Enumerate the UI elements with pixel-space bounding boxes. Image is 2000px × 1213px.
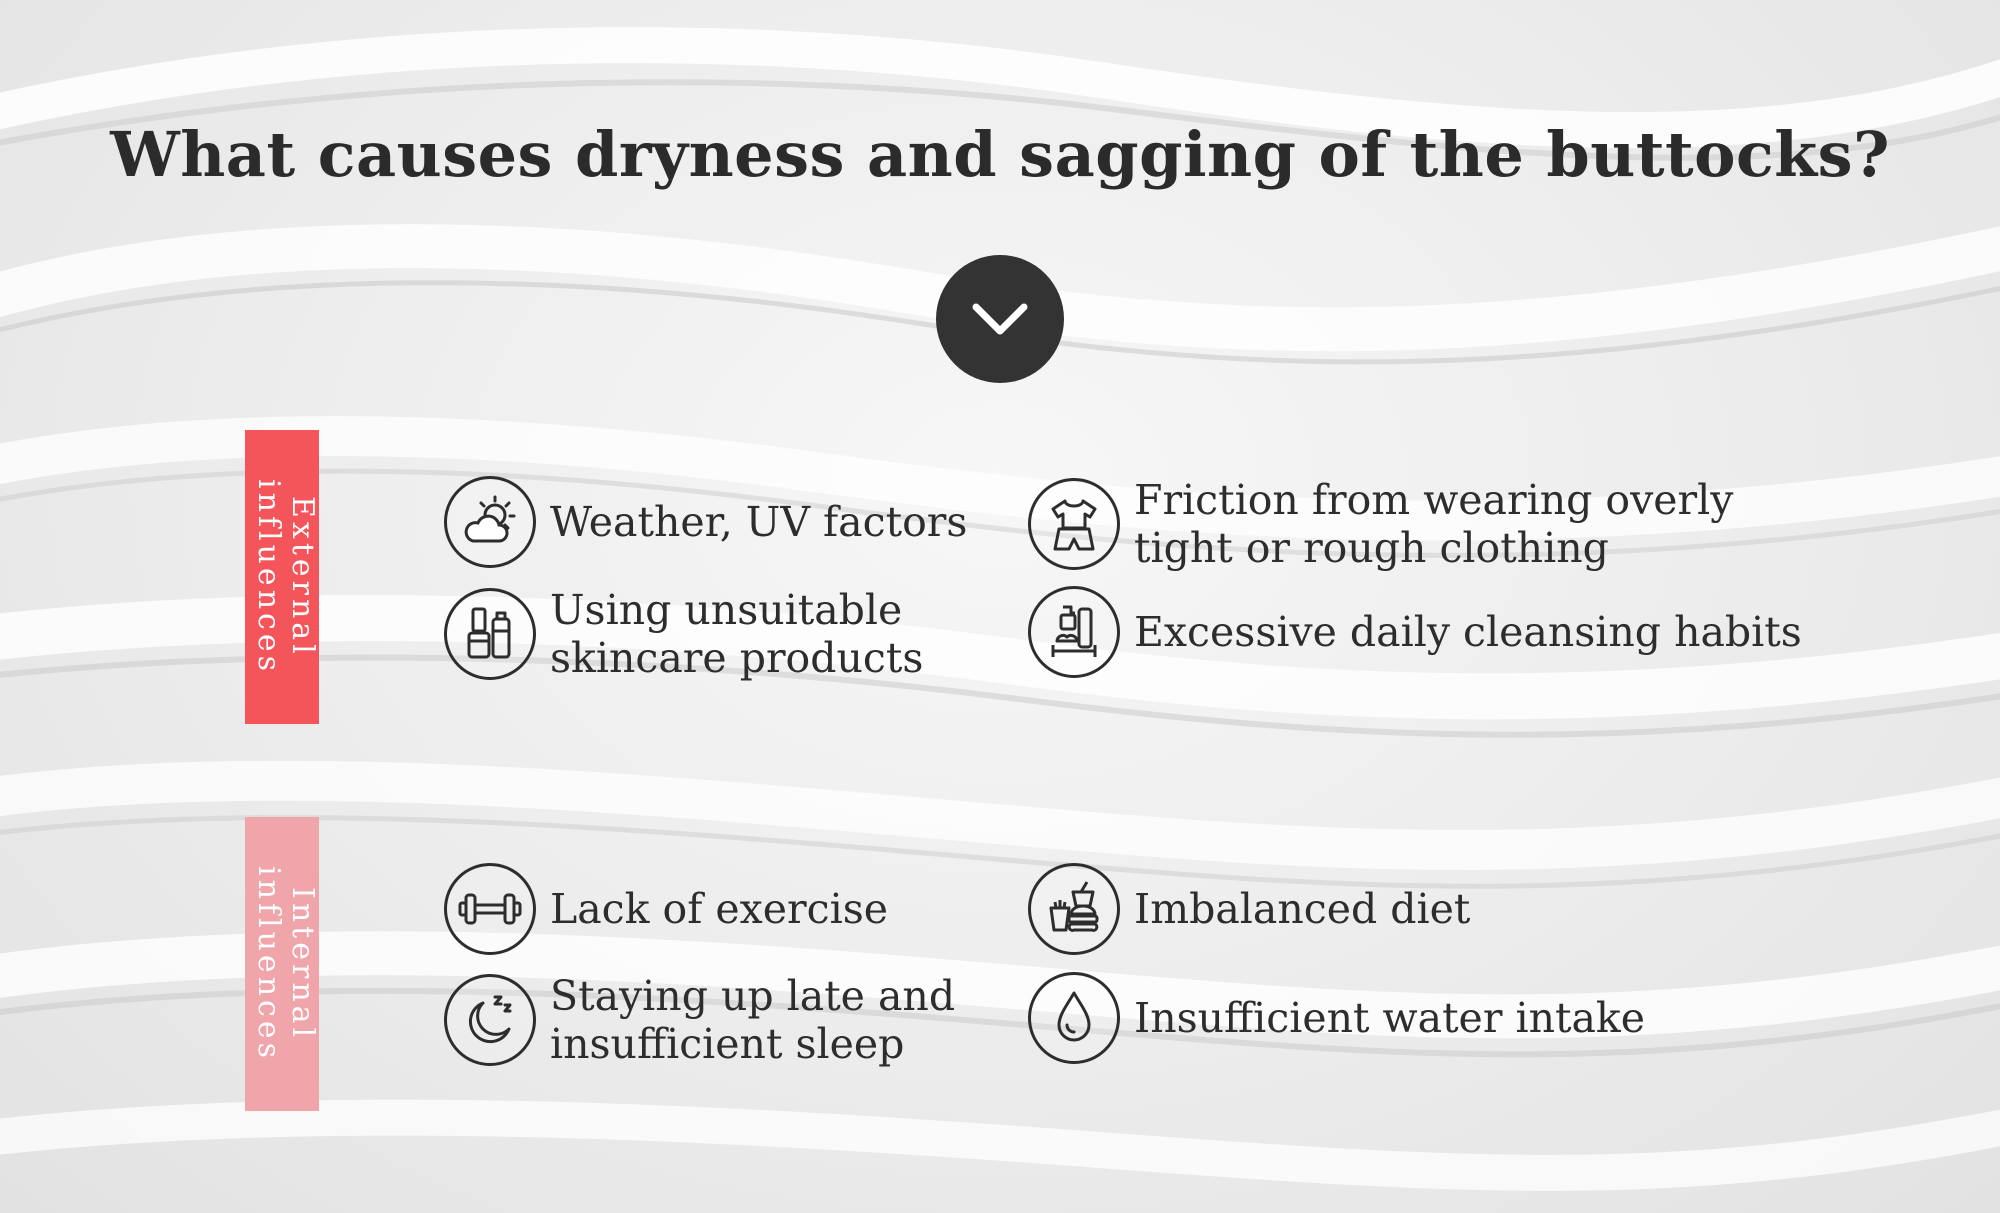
dumbbell-icon [458,889,522,929]
list-item [444,476,970,568]
skincare-products-icon [459,603,521,665]
cleansing-products-icon [1043,601,1105,663]
moon-sleep-icon [459,989,521,1051]
group-label-text: Internal influences [251,866,320,1062]
list-item [1028,476,1834,572]
item-label: Friction from wearing overly tight or rough clothing [1134,476,1734,572]
list-item [1028,972,1834,1064]
item-label: Staying up late and insufficient sleep [550,972,956,1068]
item-label: Imbalanced diet [1134,885,1471,933]
icon-badge [444,588,536,680]
page-title: What causes dryness and sagging of the buttocks? [110,118,1890,191]
icon-badge [1028,478,1120,570]
clothing-icon [1043,493,1105,555]
list-item [444,972,970,1068]
icon-badge [1028,863,1120,955]
item-label: Lack of exercise [550,885,889,933]
list-item [1028,863,1834,955]
item-label: Excessive daily cleansing habits [1134,608,1802,656]
list-item [444,586,970,682]
group-label-text: External influences [251,479,320,675]
water-drop-icon [1043,987,1105,1049]
external-influences-label [245,430,319,724]
icon-badge [1028,586,1120,678]
icon-badge [1028,972,1120,1064]
scroll-down-button[interactable] [936,255,1064,383]
item-label: Insufficient water intake [1134,994,1645,1042]
chevron-down-icon [970,299,1030,339]
sun-cloud-icon [459,491,521,553]
item-label: Using unsuitable skincare products [550,586,924,682]
icon-badge [444,476,536,568]
internal-influences-label [245,817,319,1111]
icon-badge [444,974,536,1066]
list-item [444,863,970,955]
list-item [1028,586,1834,678]
item-label: Weather, UV factors [550,498,968,546]
icon-badge [444,863,536,955]
fast-food-icon [1043,878,1105,940]
